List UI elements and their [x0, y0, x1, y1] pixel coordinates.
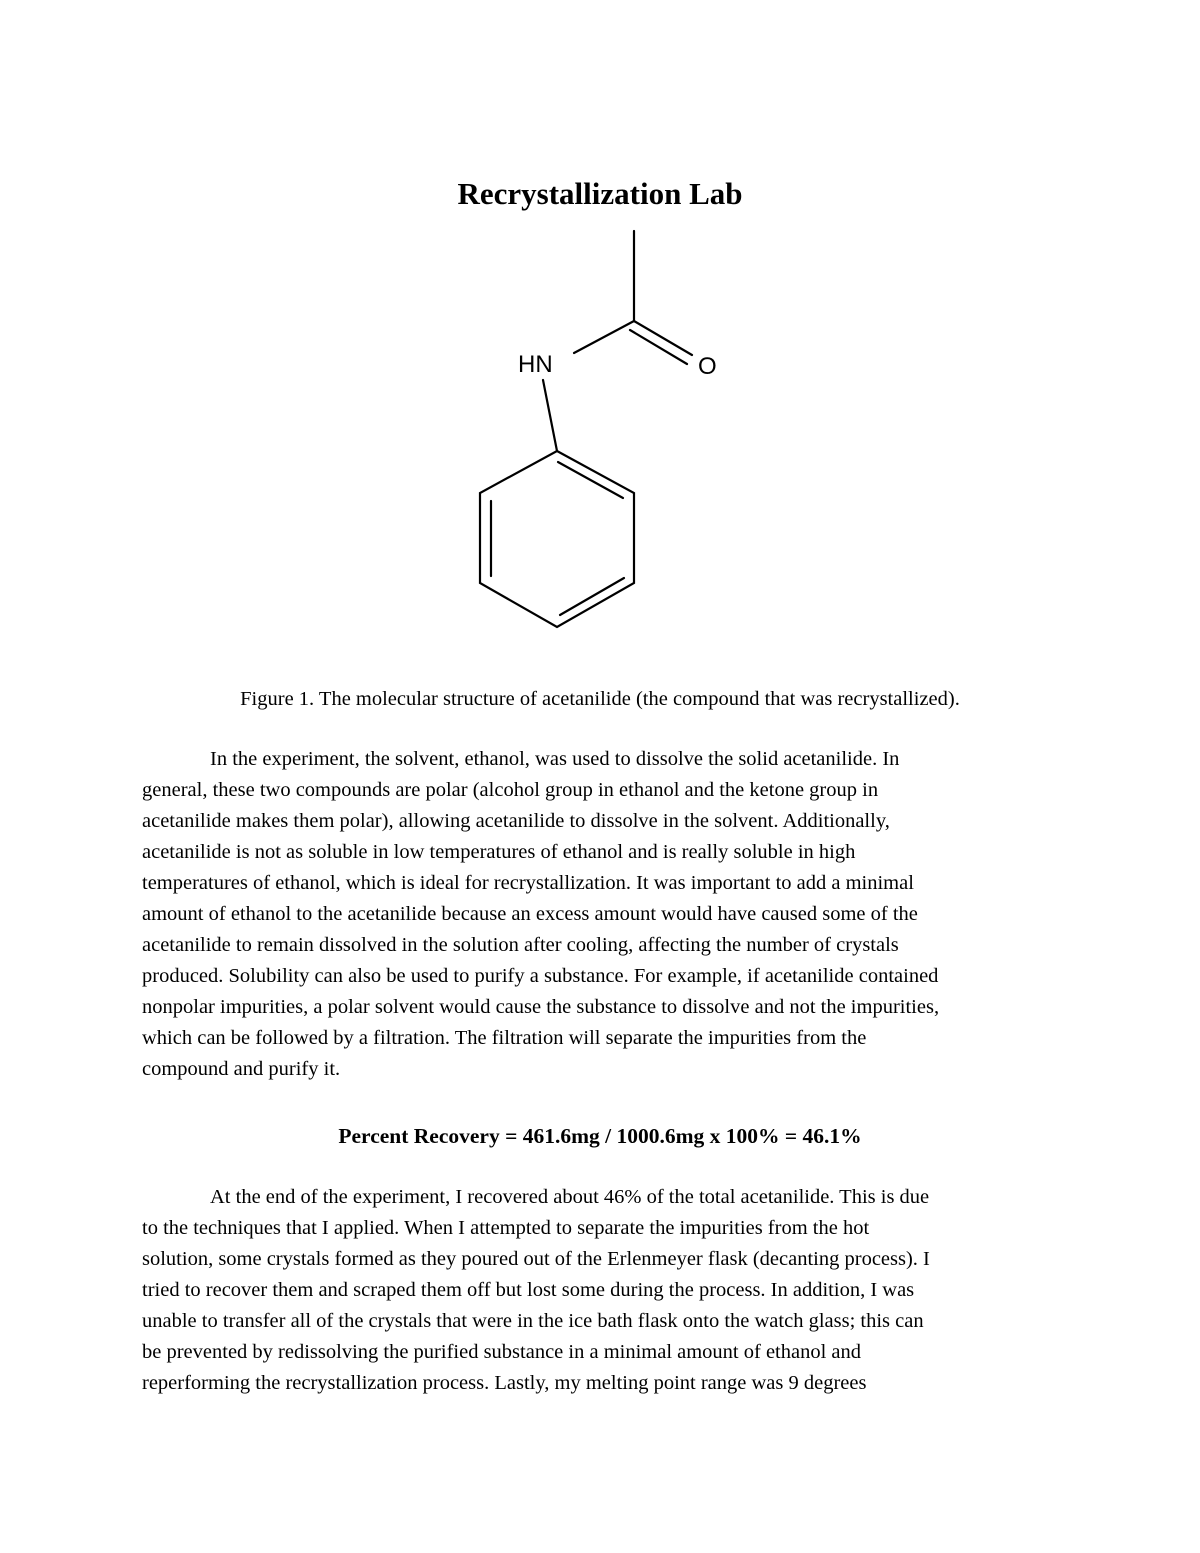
paragraph-line: acetanilide to remain dissolved in the solution after cooling, affecting the number of crystals [142, 934, 899, 956]
paragraph-line: reperforming the recrystallization process. Lastly, my melting point range was 9 degrees [142, 1372, 867, 1394]
document-title: Recrystallization Lab [457, 176, 743, 211]
paragraph-line: amount of ethanol to the acetanilide because an excess amount would have caused some of the [142, 903, 918, 925]
benzene-ring [480, 451, 634, 627]
ring-double-bond-3 [560, 578, 624, 615]
paragraph-recovery-discussion [142, 1182, 1062, 1399]
nitrogen-label: HN [518, 351, 553, 378]
paragraph-line: be prevented by redissolving the purified substance in a minimal amount of ethanol and [142, 1341, 862, 1363]
amide-bond [574, 321, 634, 353]
percent-recovery-formula: Percent Recovery = 461.6mg / 1000.6mg x 100% = 46.1% [338, 1124, 862, 1148]
paragraph-solvent-discussion [142, 744, 1062, 1085]
paragraph-line: unable to transfer all of the crystals that were in the ice bath flask onto the watch glass; this can [142, 1310, 924, 1332]
oxygen-label: O [698, 353, 717, 380]
paragraph-line: acetanilide is not as soluble in low temperatures of ethanol and is really soluble in high [142, 841, 856, 863]
paragraph-line: acetanilide makes them polar), allowing acetanilide to dissolve in the solvent. Additionally, [142, 810, 890, 832]
paragraph-line: produced. Solubility can also be used to purify a substance. For example, if acetanilide contained [142, 965, 939, 987]
ring-double-bond-1 [558, 462, 623, 498]
paragraph-line: which can be followed by a filtration. The filtration will separate the impurities from the [142, 1027, 867, 1049]
figure-caption: Figure 1. The molecular structure of acetanilide (the compound that was recrystallized). [240, 688, 960, 710]
paragraph-line: compound and purify it. [142, 1058, 341, 1080]
paragraph-line: solution, some crystals formed as they poured out of the Erlenmeyer flask (decanting process). I [142, 1248, 930, 1270]
acetanilide-structure-figure [440, 225, 760, 635]
acetanilide-structure-diagram [440, 225, 760, 635]
paragraph-line: nonpolar impurities, a polar solvent would cause the substance to dissolve and not the impurities, [142, 996, 940, 1018]
n-ring-bond [543, 380, 557, 451]
paragraph-line: temperatures of ethanol, which is ideal for recrystallization. It was important to add a minimal [142, 872, 914, 894]
paragraph-line: tried to recover them and scraped them off but lost some during the process. In addition, I was [142, 1279, 915, 1301]
paragraph-line: In the experiment, the solvent, ethanol, was used to dissolve the solid acetanilide. In [210, 748, 900, 770]
paragraph-line: At the end of the experiment, I recovered about 46% of the total acetanilide. This is due [210, 1186, 930, 1208]
paragraph-line: to the techniques that I applied. When I attempted to separate the impurities from the hot [142, 1217, 870, 1239]
paragraph-line: general, these two compounds are polar (alcohol group in ethanol and the ketone group in [142, 779, 879, 801]
